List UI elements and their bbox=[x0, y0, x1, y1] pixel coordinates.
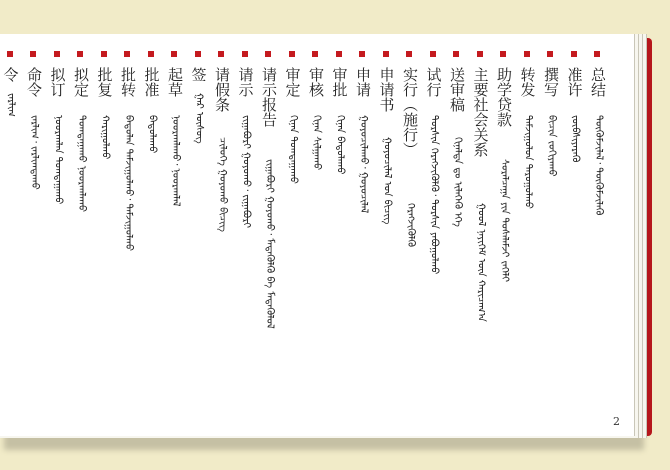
entry-marker bbox=[477, 51, 483, 57]
chinese-term: 起草 bbox=[166, 67, 184, 97]
glossary-entry bbox=[164, 51, 186, 341]
mongolian-term: ᠬᠡᠷᠡᠭᠵᠢᠭᠦᠯᠬᠦ bbox=[405, 203, 416, 248]
entry-marker bbox=[524, 51, 530, 57]
entry-marker bbox=[547, 51, 553, 57]
glossary-entry bbox=[235, 51, 257, 341]
chinese-term: 实行（施行） bbox=[401, 67, 419, 157]
chinese-term: 令 bbox=[1, 67, 20, 82]
mongolian-term: ᠵᠢᠭᠠᠪᠤᠷᠢ ᠭᠤᠶᠤᠬᠤ᠂ ᠮᠡᠳᠡᠭᠦᠯᠬᠦ ᠪᠠ ᠮᠡᠳᠡᠭᠦᠯᠦᠯ bbox=[264, 159, 275, 329]
entry-marker bbox=[242, 51, 248, 57]
glossary-entry bbox=[564, 51, 586, 341]
glossary-entry bbox=[23, 51, 45, 341]
chinese-term: 送审稿 bbox=[448, 67, 466, 112]
chinese-term: 申请书 bbox=[377, 67, 396, 112]
entry-marker bbox=[171, 51, 177, 57]
glossary-entry bbox=[517, 51, 539, 341]
entry-marker bbox=[148, 51, 154, 57]
glossary-entry bbox=[94, 51, 116, 341]
entry-marker bbox=[383, 51, 389, 57]
chinese-term: 申请 bbox=[354, 67, 372, 97]
mongolian-term: ᠵᠥᠪᠰᠢᠶᠡᠷᠡᠬᠦ bbox=[569, 115, 581, 163]
glossary-entry bbox=[493, 51, 515, 341]
glossary-entry bbox=[258, 51, 280, 341]
entry-marker bbox=[406, 51, 412, 57]
glossary-entry bbox=[446, 51, 468, 341]
glossary-entry bbox=[540, 51, 562, 341]
glossary-entry bbox=[470, 51, 492, 341]
mongolian-term: ᠪᠢᠴᠢᠨ ᠵᠣᠬᠢᠶᠠᠬᠤ bbox=[546, 115, 557, 177]
chinese-term: 撰写 bbox=[542, 67, 560, 97]
entry-marker bbox=[453, 51, 459, 57]
glossary-entry bbox=[211, 51, 233, 341]
entry-marker bbox=[218, 51, 224, 57]
chinese-term: 审批 bbox=[330, 67, 349, 97]
page-number: 2 bbox=[613, 415, 620, 428]
mongolian-term: ᠪᠠᠲᠤᠯᠠᠬᠤ bbox=[146, 115, 158, 154]
entry-marker bbox=[500, 51, 506, 57]
mongolian-term: ᠰᠤᠷᠠᠯᠴᠠᠭᠠ ᠶᠢᠨ ᠲᠤᠰᠠᠯᠠᠮᠵᠢ ᠵᠡᠭᠡᠯᠢ bbox=[499, 159, 510, 283]
chinese-term: 审定 bbox=[283, 67, 302, 97]
mongolian-term: ᠵᠢᠭᠠᠪᠤᠷᠢ ᠭᠤᠶᠤᠬᠤ᠂ ᠵᠢᠭᠠᠪᠤᠷᠢ bbox=[240, 115, 252, 229]
entry-marker bbox=[430, 51, 436, 57]
glossary-entry bbox=[329, 51, 351, 341]
mongolian-term: ᠭᠣᠣᠯ ᠨᠡᠶᠢᠭᠡᠮ ᠦᠨ ᠬᠠᠷᠢᠴᠠᠭ᠎ᠠ bbox=[475, 203, 487, 322]
entry-marker bbox=[359, 51, 365, 57]
glossary-entry bbox=[188, 51, 210, 341]
entry-marker bbox=[336, 51, 342, 57]
chinese-term: 助学贷款 bbox=[495, 67, 513, 127]
mongolian-term: ᠵᠠᠷᠯᠢᠭ᠂ ᠵᠠᠷᠯᠢᠭᠳᠠᠬᠤ bbox=[29, 115, 40, 190]
mongolian-term: ᠲᠣᠭᠲᠠᠭᠠᠬᠤ ᠨᠣᠣᠷᠠᠭᠯᠠᠬᠤ bbox=[76, 115, 87, 213]
chinese-term: 批复 bbox=[95, 67, 114, 97]
mongolian-term: ᠬᠠᠷᠢᠭᠤᠯᠬᠤ bbox=[99, 115, 111, 160]
glossary-entries bbox=[0, 34, 634, 436]
chinese-term: 准许 bbox=[565, 67, 584, 97]
chinese-term: 签 bbox=[189, 67, 208, 82]
glossary-entry bbox=[47, 51, 69, 341]
glossary-entry bbox=[117, 51, 139, 341]
entry-marker bbox=[312, 51, 318, 57]
entry-marker bbox=[30, 51, 36, 57]
chinese-term: 主要社会关系 bbox=[471, 67, 490, 157]
mongolian-term: ᠳᠦᠭᠦᠮᠵᠢᠯᠡᠯ᠂ ᠳᠦᠭᠦᠮᠵᠢᠯᠡᠬᠦ bbox=[593, 115, 604, 216]
mongolian-term: ᠬᠢᠨᠠᠨ ᠰᠢᠯᠭᠠᠬᠤ bbox=[311, 115, 322, 171]
glossary-entry bbox=[70, 51, 92, 341]
entry-marker bbox=[101, 51, 107, 57]
chinese-term: 请示 bbox=[236, 67, 255, 97]
entry-marker bbox=[124, 51, 130, 57]
entry-marker bbox=[571, 51, 577, 57]
chinese-term: 请假条 bbox=[213, 67, 231, 112]
book-page bbox=[0, 34, 635, 436]
chinese-term: 请示报告 bbox=[260, 67, 278, 127]
chinese-term: 拟订 bbox=[48, 67, 67, 97]
chinese-term: 批转 bbox=[119, 67, 137, 97]
entry-marker bbox=[265, 51, 271, 57]
mongolian-term: ᠭᠣᠶᠤᠴᠢᠯᠠᠯ ᠤᠨ ᠪᠢᠴᠢᠭ bbox=[381, 137, 393, 225]
mongolian-term: ᠬᠢᠨᠠᠨ ᠪᠠᠲᠤᠯᠠᠬᠤ bbox=[334, 115, 346, 175]
entry-marker bbox=[594, 51, 600, 57]
entry-marker bbox=[77, 51, 83, 57]
chinese-term: 命令 bbox=[25, 67, 43, 97]
mongolian-term: ᠳᠠᠮᠵᠢᠭᠤᠯᠤᠨ ᠳᠠᠷᠤᠭᠤᠯᠬᠤ bbox=[522, 115, 534, 209]
chinese-term: 审核 bbox=[307, 67, 325, 97]
entry-marker bbox=[195, 51, 201, 57]
chinese-term: 批准 bbox=[142, 67, 161, 97]
mongolian-term: ᠬᠢᠨᠠᠨ ᠲᠣᠭᠲᠠᠭᠠᠬᠤ bbox=[287, 115, 299, 184]
glossary-entry bbox=[282, 51, 304, 341]
mongolian-term: ᠭᠣᠶᠤᠴᠢᠯᠠᠬᠤ᠂ ᠭᠣᠶᠤᠴᠢᠯᠠᠯ bbox=[358, 115, 369, 214]
mongolian-term: ᠭᠠᠷ ᠦᠰᠦᠭ bbox=[193, 93, 205, 144]
chinese-term: 拟定 bbox=[72, 67, 90, 97]
glossary-entry bbox=[305, 51, 327, 341]
mongolian-term: ᠲᠤᠷᠰᠢᠨ ᠬᠡᠷᠡᠭᠵᠢᠭᠦᠯᠬᠦ᠂ ᠲᠤᠷᠰᠢᠨ ᠶᠠᠪᠤᠭᠤᠯᠬᠤ bbox=[428, 115, 440, 275]
glossary-entry bbox=[0, 51, 22, 341]
mongolian-term: ᠨᠣᠣᠷᠠᠭᠯᠠᠬᠤ᠂ ᠨᠣᠣᠷᠠᠭᠯᠠᠯ bbox=[170, 115, 181, 207]
chinese-term: 试行 bbox=[424, 67, 443, 97]
mongolian-term: ᠴᠢᠯᠦᠭᠡ ᠭᠤᠶᠤᠬᠤ ᠪᠢᠴᠢᠭ bbox=[217, 137, 228, 232]
mongolian-term: ᠬᠢᠨᠠᠯᠲᠠ ᠳᠤ ᠢᠯᠡᠭᠡᠬᠦ ᠡᠬᠡ bbox=[452, 137, 463, 227]
entry-marker bbox=[54, 51, 60, 57]
entry-marker bbox=[7, 51, 13, 57]
entry-marker bbox=[289, 51, 295, 57]
glossary-entry bbox=[399, 51, 421, 341]
mongolian-term: ᠨᠣᠣᠷᠠᠭᠯᠠᠨ ᠲᠣᠭᠲᠠᠭᠠᠬᠤ bbox=[52, 115, 64, 205]
glossary-entry bbox=[376, 51, 398, 341]
glossary-entry bbox=[423, 51, 445, 341]
chinese-term: 转发 bbox=[518, 67, 537, 97]
mongolian-term: ᠵᠠᠷᠯᠢᠭ bbox=[5, 93, 17, 117]
glossary-entry bbox=[352, 51, 374, 341]
mongolian-term: ᠪᠠᠲᠤᠯᠠᠨ ᠳᠠᠮᠵᠢᠭᠤᠯᠬᠤ᠂ ᠳᠠᠮᠵᠢᠭᠤᠯᠬᠤ bbox=[123, 115, 134, 251]
chinese-term: 总结 bbox=[589, 67, 607, 97]
glossary-entry bbox=[587, 51, 609, 341]
glossary-entry bbox=[141, 51, 163, 341]
